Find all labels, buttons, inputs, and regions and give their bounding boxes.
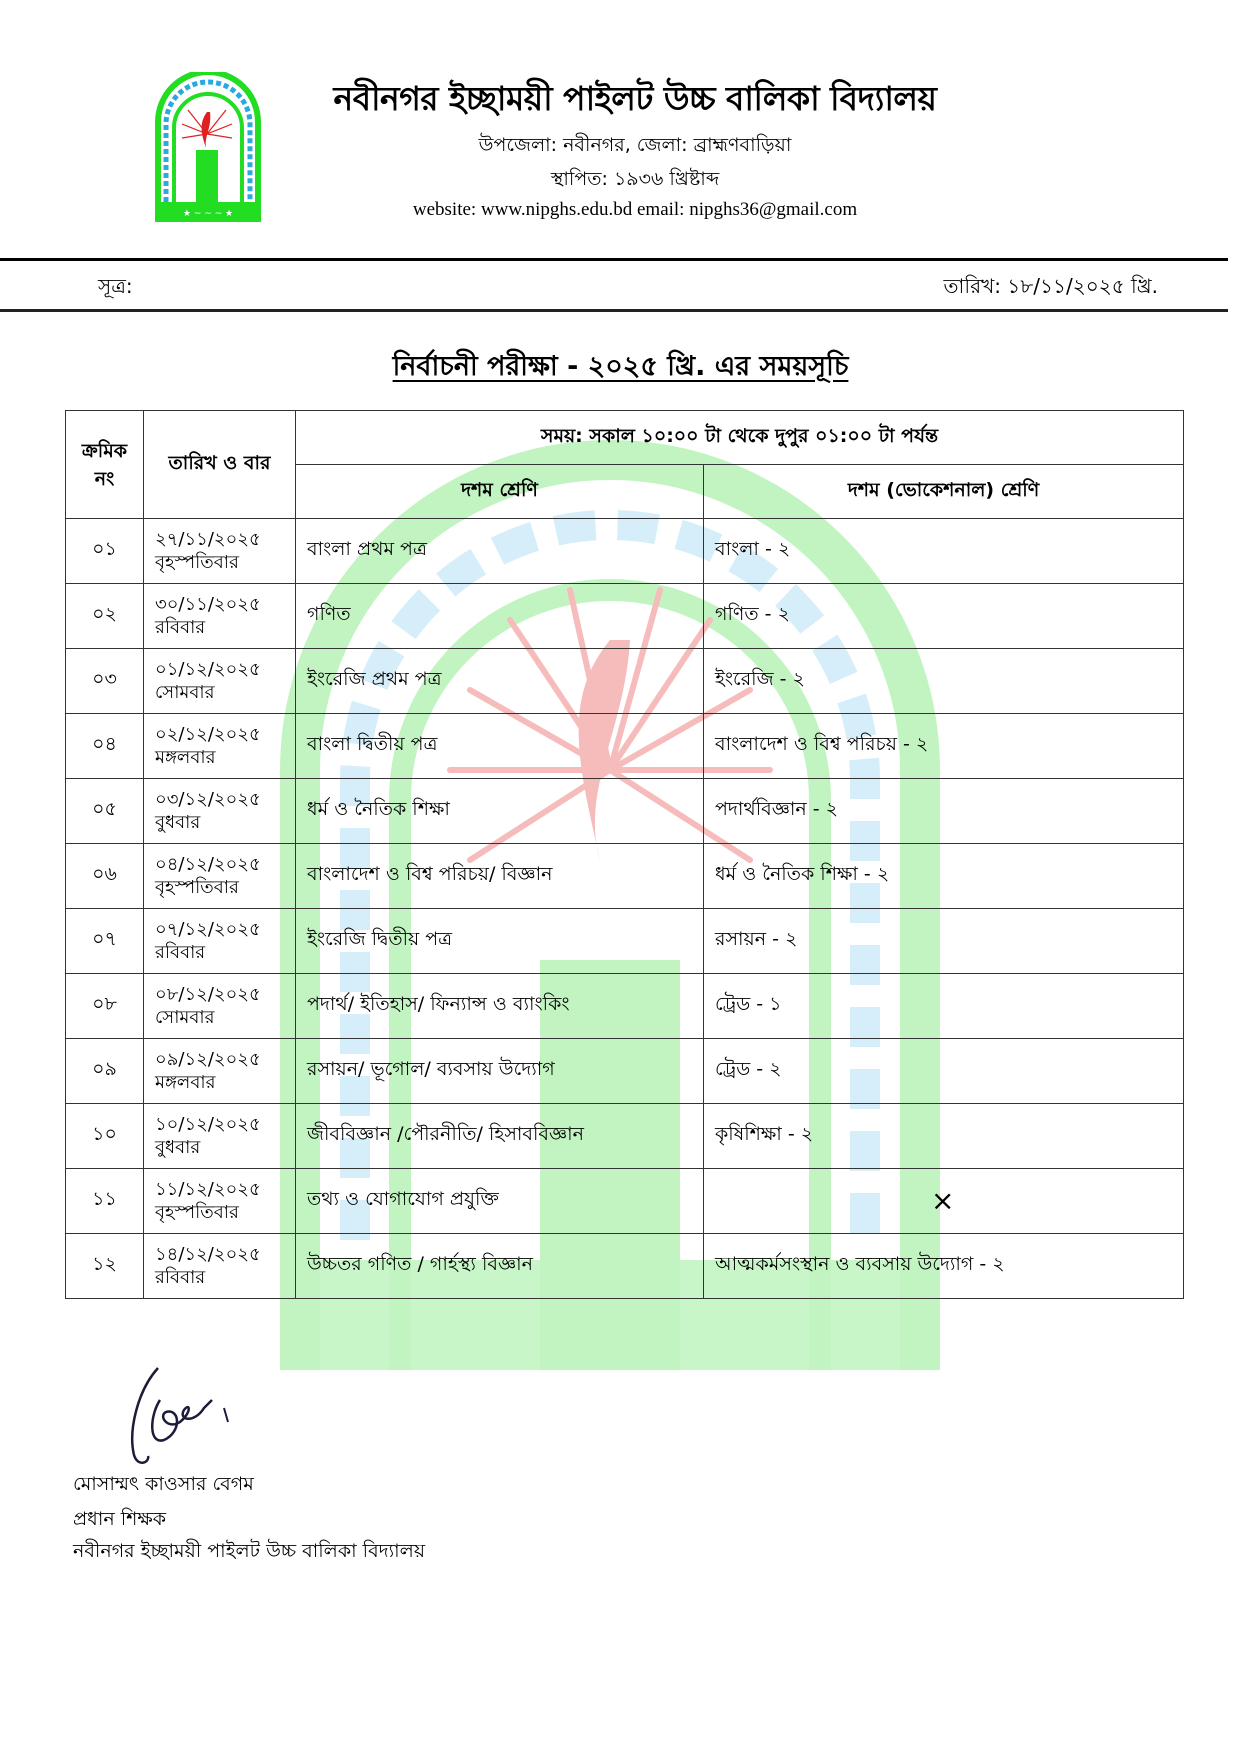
exam-date: ০৮/১২/২০২৫ [155,984,261,1005]
table-row [66,1234,1184,1299]
class-ten-subject: গণিত [296,584,704,649]
exam-day: বুধবার [155,1137,201,1158]
serial-number: ০১ [66,519,144,584]
date-day-cell [144,649,296,714]
date-day-cell [144,519,296,584]
vocational-subject-cell [704,779,1184,844]
vocational-subject: ধর্ম ও নৈতিক শিক্ষা - ২ [715,863,890,885]
serial-number: ০৭ [66,909,144,974]
vocational-subject: কৃষিশিক্ষা - ২ [715,1123,814,1145]
vocational-subject-cell [704,519,1184,584]
table-row [66,649,1184,714]
signatory-designation: প্রধান শিক্ষক [73,1508,167,1530]
header-divider-top [0,258,1228,261]
date-day-cell [144,714,296,779]
serial-number: ০৯ [66,1039,144,1104]
exam-day: সোমবার [155,1007,215,1028]
exam-date: ০৭/১২/২০২৫ [155,919,261,940]
exam-date: ২৭/১১/২০২৫ [155,529,261,550]
date-day-cell [144,844,296,909]
vocational-subject-cell [704,1104,1184,1169]
exam-date: ০৩/১২/২০২৫ [155,789,261,810]
class-ten-subject: ইংরেজি প্রথম পত্র [296,649,704,714]
exam-day: মঙ্গলবার [155,747,216,768]
reference-label: সূত্র: [98,274,133,298]
date-day-cell [144,1039,296,1104]
school-name: নবীনগর ইচ্ছাময়ী পাইলট উচ্চ বালিকা বিদ্যালয় [333,79,937,118]
serial-number: ০৮ [66,974,144,1039]
exam-date: ০৪/১২/২০২৫ [155,854,261,875]
table-row [66,974,1184,1039]
header-class-ten: দশম শ্রেণি [296,465,704,519]
serial-number: ০৬ [66,844,144,909]
serial-number: ১২ [66,1234,144,1299]
vocational-subject-cell [704,909,1184,974]
exam-date: ১০/১২/২০২৫ [155,1114,261,1135]
svg-text:★ ~ ~ ~ ★: ★ ~ ~ ~ ★ [182,209,234,219]
vocational-subject-cell [704,974,1184,1039]
exam-day: সোমবার [155,682,215,703]
vocational-subject-cell [704,584,1184,649]
serial-number: ১১ [66,1169,144,1234]
document-date: তারিখ: ১৮/১১/২০২৫ খ্রি. [943,274,1158,298]
exam-date: ০১/১২/২০২৫ [155,659,261,680]
date-day-cell [144,584,296,649]
header-serial: ক্রমিক নং [66,411,144,519]
class-ten-subject: জীববিজ্ঞান /পৌরনীতি/ হিসাববিজ্ঞান [296,1104,704,1169]
table-row [66,584,1184,649]
vocational-subject: ট্রেড - ২ [715,1058,782,1080]
table-row [66,909,1184,974]
class-ten-subject: বাংলা প্রথম পত্র [296,519,704,584]
class-ten-subject: বাংলাদেশ ও বিশ্ব পরিচয়/ বিজ্ঞান [296,844,704,909]
exam-day: বৃহস্পতিবার [155,1202,239,1223]
vocational-subject: ইংরেজি - ২ [715,668,805,690]
exam-schedule-table [65,410,1184,1299]
vocational-subject-cell [704,1039,1184,1104]
table-row [66,779,1184,844]
document-title: নির্বাচনী পরীক্ষা - ২০২৫ খ্রি. এর সময়সূচি [392,351,849,382]
vocational-subject-cell [704,1234,1184,1299]
serial-number: ১০ [66,1104,144,1169]
vocational-subject: আত্মকর্মসংস্থান ও ব্যবসায় উদ্যোগ - ২ [715,1253,1005,1275]
exam-date: ১১/১২/২০২৫ [155,1179,261,1200]
table-row [66,1039,1184,1104]
contact-info: website: www.nipghs.edu.bd email: nipghs36@gmail.com [412,199,858,220]
class-ten-subject: রসায়ন/ ভূগোল/ ব্যবসায় উদ্যোগ [296,1039,704,1104]
exam-day: বুধবার [155,812,201,833]
class-ten-subject: উচ্চতর গণিত / গার্হস্থ্য বিজ্ঞান [296,1234,704,1299]
exam-day: বৃহস্পতিবার [155,552,239,573]
vocational-subject-cell [704,1169,1184,1234]
header-divider-bottom [0,309,1228,312]
class-ten-subject: তথ্য ও যোগাযোগ প্রযুক্তি [296,1169,704,1234]
vocational-subject: গণিত - ২ [715,603,790,625]
signatory-institution: নবীনগর ইচ্ছাময়ী পাইলট উচ্চ বালিকা বিদ্যালয় [73,1540,426,1562]
date-day-cell [144,1234,296,1299]
class-ten-subject: বাংলা দ্বিতীয় পত্র [296,714,704,779]
no-exam-cross-icon: × [931,1184,955,1217]
date-day-cell [144,1104,296,1169]
table-row [66,714,1184,779]
class-ten-subject: পদার্থ/ ইতিহাস/ ফিন্যান্স ও ব্যাংকিং [296,974,704,1039]
exam-date: ১৪/১২/২০২৫ [155,1244,261,1265]
serial-number: ০৪ [66,714,144,779]
serial-number: ০৩ [66,649,144,714]
exam-date: ৩০/১১/২০২৫ [155,594,261,615]
exam-day: রবিবার [155,617,206,638]
vocational-subject: রসায়ন - ২ [715,928,798,950]
date-day-cell [144,974,296,1039]
table-row [66,1169,1184,1234]
exam-day: বৃহস্পতিবার [155,877,239,898]
header-date-day: তারিখ ও বার [144,411,296,519]
date-day-cell [144,779,296,844]
exam-day: মঙ্গলবার [155,1072,216,1093]
vocational-subject: ট্রেড - ১ [715,993,782,1015]
header-exam-time: সময়: সকাল ১০:০০ টা থেকে দুপুর ০১:০০ টা পর্যন্ত [296,411,1184,465]
exam-day: রবিবার [155,942,206,963]
headteacher-signature [120,1360,250,1470]
vocational-subject: বাংলাদেশ ও বিশ্ব পরিচয় - ২ [715,733,929,755]
signatory-name: মোসাম্মৎ কাওসার বেগম [73,1473,254,1495]
table-row [66,519,1184,584]
class-ten-subject: ধর্ম ও নৈতিক শিক্ষা [296,779,704,844]
date-day-cell [144,909,296,974]
vocational-subject: বাংলা - ২ [715,538,791,560]
table-row [66,844,1184,909]
date-day-cell [144,1169,296,1234]
exam-date: ০৯/১২/২০২৫ [155,1049,261,1070]
school-logo [152,72,264,222]
vocational-subject-cell [704,844,1184,909]
school-address: উপজেলা: নবীনগর, জেলা: ব্রাহ্মণবাড়িয়া [478,134,792,156]
serial-number: ০৫ [66,779,144,844]
table-row [66,1104,1184,1169]
serial-number: ০২ [66,584,144,649]
exam-day: রবিবার [155,1267,206,1288]
exam-date: ০২/১২/২০২৫ [155,724,261,745]
vocational-subject-cell [704,649,1184,714]
header-class-ten-vocational: দশম (ভোকেশনাল) শ্রেণি [704,465,1184,519]
class-ten-subject: ইংরেজি দ্বিতীয় পত্র [296,909,704,974]
vocational-subject-cell [704,714,1184,779]
established-year: স্থাপিত: ১৯৩৬ খ্রিষ্টাব্দ [550,168,720,190]
vocational-subject: পদার্থবিজ্ঞান - ২ [715,798,839,820]
